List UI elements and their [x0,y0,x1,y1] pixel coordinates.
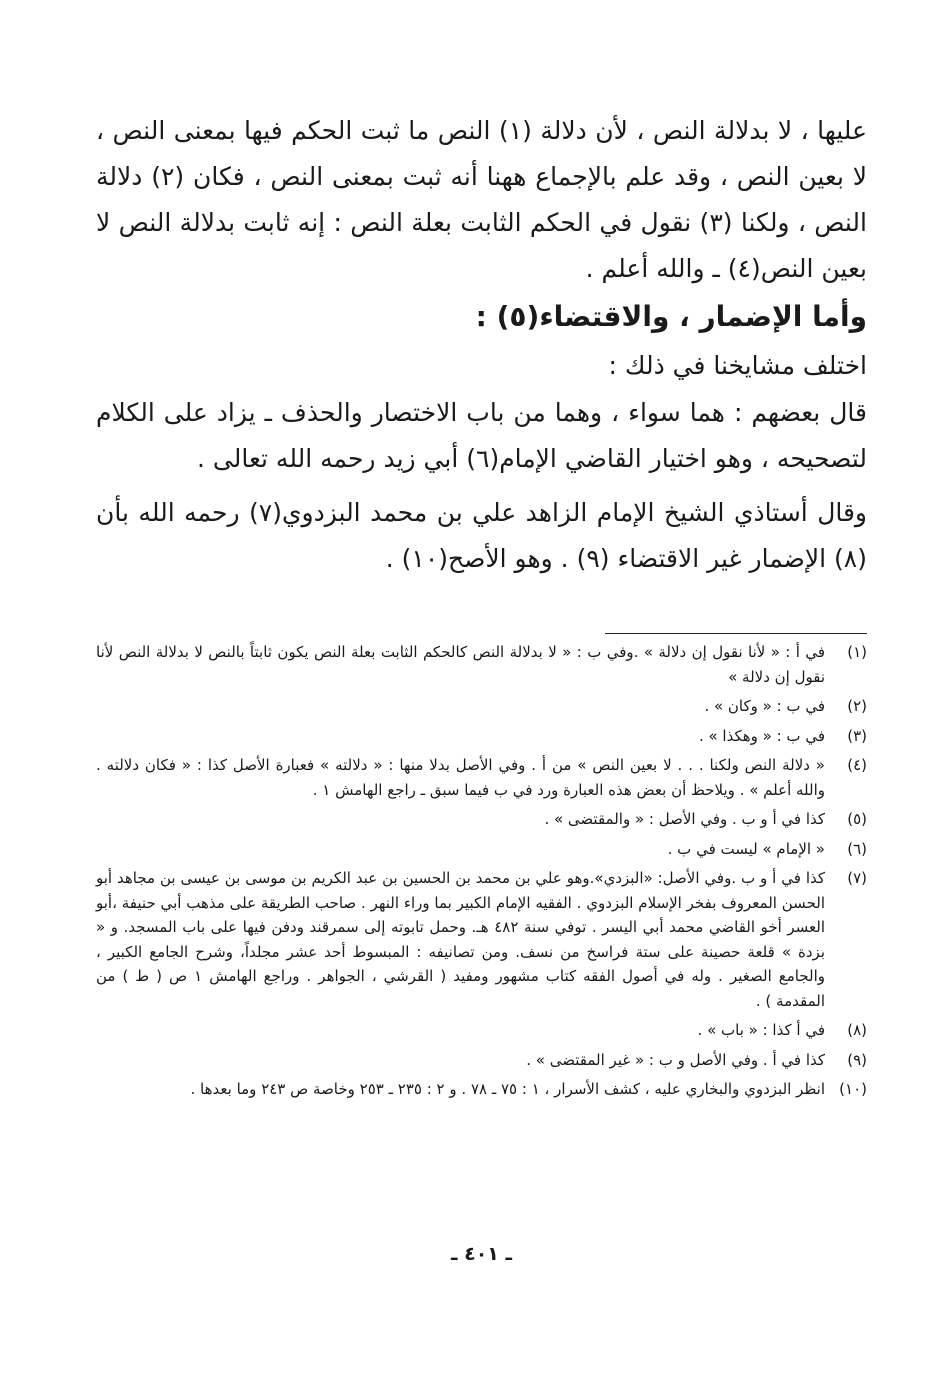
footnote-number: (١٠) [839,1080,867,1098]
footnote-item [96,1077,867,1102]
footnote-text: كذا في أ و ب .وفي الأصل: «البزدي».وهو علي بن محمد بن الحسين بن عبد الكريم بن موسى بن عيسى بن مجاهد أبو الحسن المعروف بفخر الإسلام البزدوي . الفقيه الإمام الكبير بما وراء النهر . صاحب الطريقة على مذهب أبي حنيفة ،أبو العسر أخو القاضي محمد أبي اليسر . توفي سنة ٤٨٢ هـ. وحمل تابوته إلى سمرقند ودفن فيها على باب المسجد. و « بزدة » قلعة حصينة على ستة فراسخ من نسف. ومن تصانيفه : المبسوط أحد عشر مجلداً، وشرح الجامع الكبير ، والجامع الصغير . وله في أصول الفقه كتاب مشهور ومفيد ( القرشي ، الجواهر . وراجع الهامش ١ ص ( ط ) من المقدمة ) . [96,869,825,1010]
footnote-item [96,724,867,749]
footnote-number: (٦) [847,839,867,858]
book-page [96,108,867,1334]
section-heading: وأما الإضمار ، والاقتضاء(٥) : [475,300,867,333]
footnote-item [96,1018,867,1043]
footnote-text: « دلالة النص ولكنا . . . لا بعين النص » من أ . وفي الأصل بدلا منها : « دلالته » فعبارة الأصل كذا : « فكان دلالته . والله أعلم » . ويلاحظ أن بعض هذه العبارة ورد في ب فيما سبق ـ راجع الهامش ١ . [96,756,825,799]
footnote-text: في أ كذا : « باب » . [697,1021,825,1039]
footnote-item [96,694,867,719]
footnote-item [96,837,867,862]
footnote-text: في ب : « وكان » . [704,697,825,715]
paragraph-2: قال بعضهم : هما سواء ، وهما من باب الاختصار والحذف ـ يزاد على الكلام لتصحيحه ، وهو اختيار القاضي الإمام(٦) أبي زيد رحمه الله تعالى . [96,398,867,473]
footnote-number: (٩) [847,1050,867,1069]
footnote-item [96,807,867,832]
footnote-number: (٢) [847,697,867,715]
footnote-number: (٥) [847,810,867,828]
footnote-item [96,866,867,1013]
footnote-text: كذا في أ و ب . وفي الأصل : « والمقتضى » . [544,810,825,828]
footnote-number: (٤) [847,756,867,774]
footnote-number: (٨) [847,1021,867,1039]
main-text [96,108,867,582]
paragraph-1: عليها ، لا بدلالة النص ، لأن دلالة (١) النص ما ثبت الحكم فيها بمعنى النص ، لا بعين النص ، وقد علم بالإجماع ههنا أنه ثبت بمعنى النص ، فكان (٢) دلالة النص ، ولكنا (٣) نقول في الحكم الثابت بعلة النص : إنه ثابت بدلالة النص لا بعين النص(٤) ـ والله أعلم . [96,116,867,283]
page-number: ـ ٤٠١ ـ [450,1243,512,1265]
footnote-text: في ب : « وهكذا » . [698,726,825,745]
footnote-number: (٧) [847,869,867,887]
footnote-text: « الإمام » ليست في ب . [667,839,825,858]
footnote-number: (١) [847,643,867,661]
footnotes [96,640,867,1107]
footnote-text: كذا في أ . وفي الأصل و ب : « غير المقتضى » . [526,1050,825,1069]
footnote-text: في أ : « لأنا نقول إن دلالة » .وفي ب : « لا بدلالة النص كالحكم الثابت بعلة النص يكون ثابتاً بالنص لا بدلالة النص لأنا نقول إن دلالة » [96,643,825,686]
paragraph-3: وقال أستاذي الشيخ الإمام الزاهد علي بن محمد البزدوي(٧) رحمه الله بأن (٨) الإضمار غير الاقتضاء (٩) . وهو الأصح(١٠) . [96,498,867,573]
footnote-item [96,640,867,689]
footnote-item [96,753,867,802]
section-intro: اختلف مشايخنا في ذلك : [608,351,867,380]
footnote-text: انظر البزدوي والبخاري عليه ، كشف الأسرار ، ١ : ٧٥ ـ ٧٨ . و ٢ : ٢٣٥ ـ ٢٥٣ وخاصة ص ٢٤٣ وما بعدها . [190,1080,825,1098]
footnote-number: (٣) [847,726,867,745]
footnote-divider [605,633,867,634]
footnote-item [96,1048,867,1073]
